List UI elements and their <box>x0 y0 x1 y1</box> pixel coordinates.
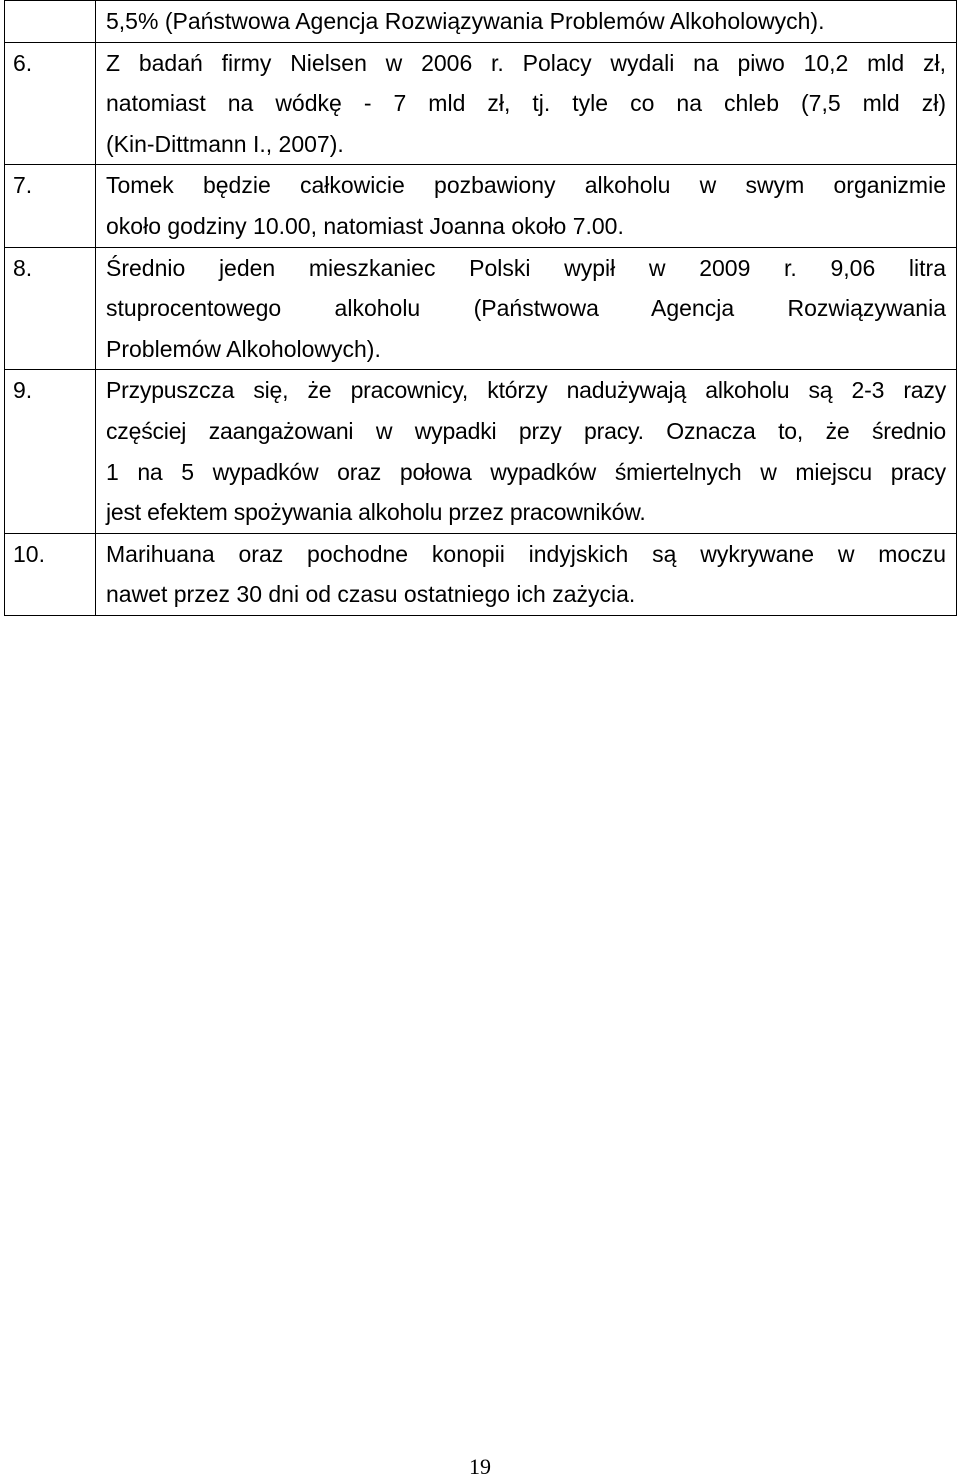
row-text <box>96 247 957 370</box>
row-text <box>96 165 957 247</box>
row-text <box>96 42 957 165</box>
facts-table <box>4 0 957 616</box>
text-line: nawet przez 30 dni od czasu ostatniego ich zażycia. <box>106 581 636 608</box>
text-line: około godziny 10.00, natomiast Joanna około 7.00. <box>106 212 624 239</box>
table-row <box>5 370 957 533</box>
text-line: stuprocentowego alkoholu (Państwowa Agencja Rozwiązywania <box>106 295 946 322</box>
row-number: 10. <box>5 533 96 615</box>
table-row <box>5 165 957 247</box>
text-line: (Kin-Dittmann I., 2007). <box>106 130 344 157</box>
text-line: Problemów Alkoholowych). <box>106 335 381 362</box>
text-line: jest efektem spożywania alkoholu przez pracowników. <box>106 499 646 526</box>
text-line: Przypuszcza się, że pracownicy, którzy nadużywają alkoholu są 2-3 razy <box>106 377 946 404</box>
text-line: Średnio jeden mieszkaniec Polski wypił w 2009 r. 9,06 litra <box>106 254 946 281</box>
text-line: 5,5% (Państwowa Agencja Rozwiązywania Problemów Alkoholowych). <box>106 8 825 34</box>
text-line: Tomek będzie całkowicie pozbawiony alkoholu w swym organizmie <box>106 172 946 199</box>
row-number: 6. <box>5 42 96 165</box>
row-number: 9. <box>5 370 96 533</box>
row-number: 8. <box>5 247 96 370</box>
text-line: Marihuana oraz pochodne konopii indyjskich są wykrywane w moczu <box>106 540 946 567</box>
text-line: 1 na 5 wypadków oraz połowa wypadków śmiertelnych w miejscu pracy <box>106 458 946 485</box>
row-number: 7. <box>5 165 96 247</box>
row-number <box>5 1 96 43</box>
text-line: natomiast na wódkę - 7 mld zł, tj. tyle co na chleb (7,5 mld zł) <box>106 90 946 117</box>
page-number: 19 <box>469 1454 491 1479</box>
table-row <box>5 247 957 370</box>
row-text <box>96 370 957 533</box>
table-row <box>5 42 957 165</box>
table-row <box>5 533 957 615</box>
text-line: Z badań firmy Nielsen w 2006 r. Polacy wydali na piwo 10,2 mld zł, <box>106 49 946 76</box>
table-row <box>5 1 957 43</box>
text-line: częściej zaangażowani w wypadki przy pracy. Oznacza to, że średnio <box>106 417 946 444</box>
row-text <box>96 1 957 43</box>
row-text <box>96 533 957 615</box>
